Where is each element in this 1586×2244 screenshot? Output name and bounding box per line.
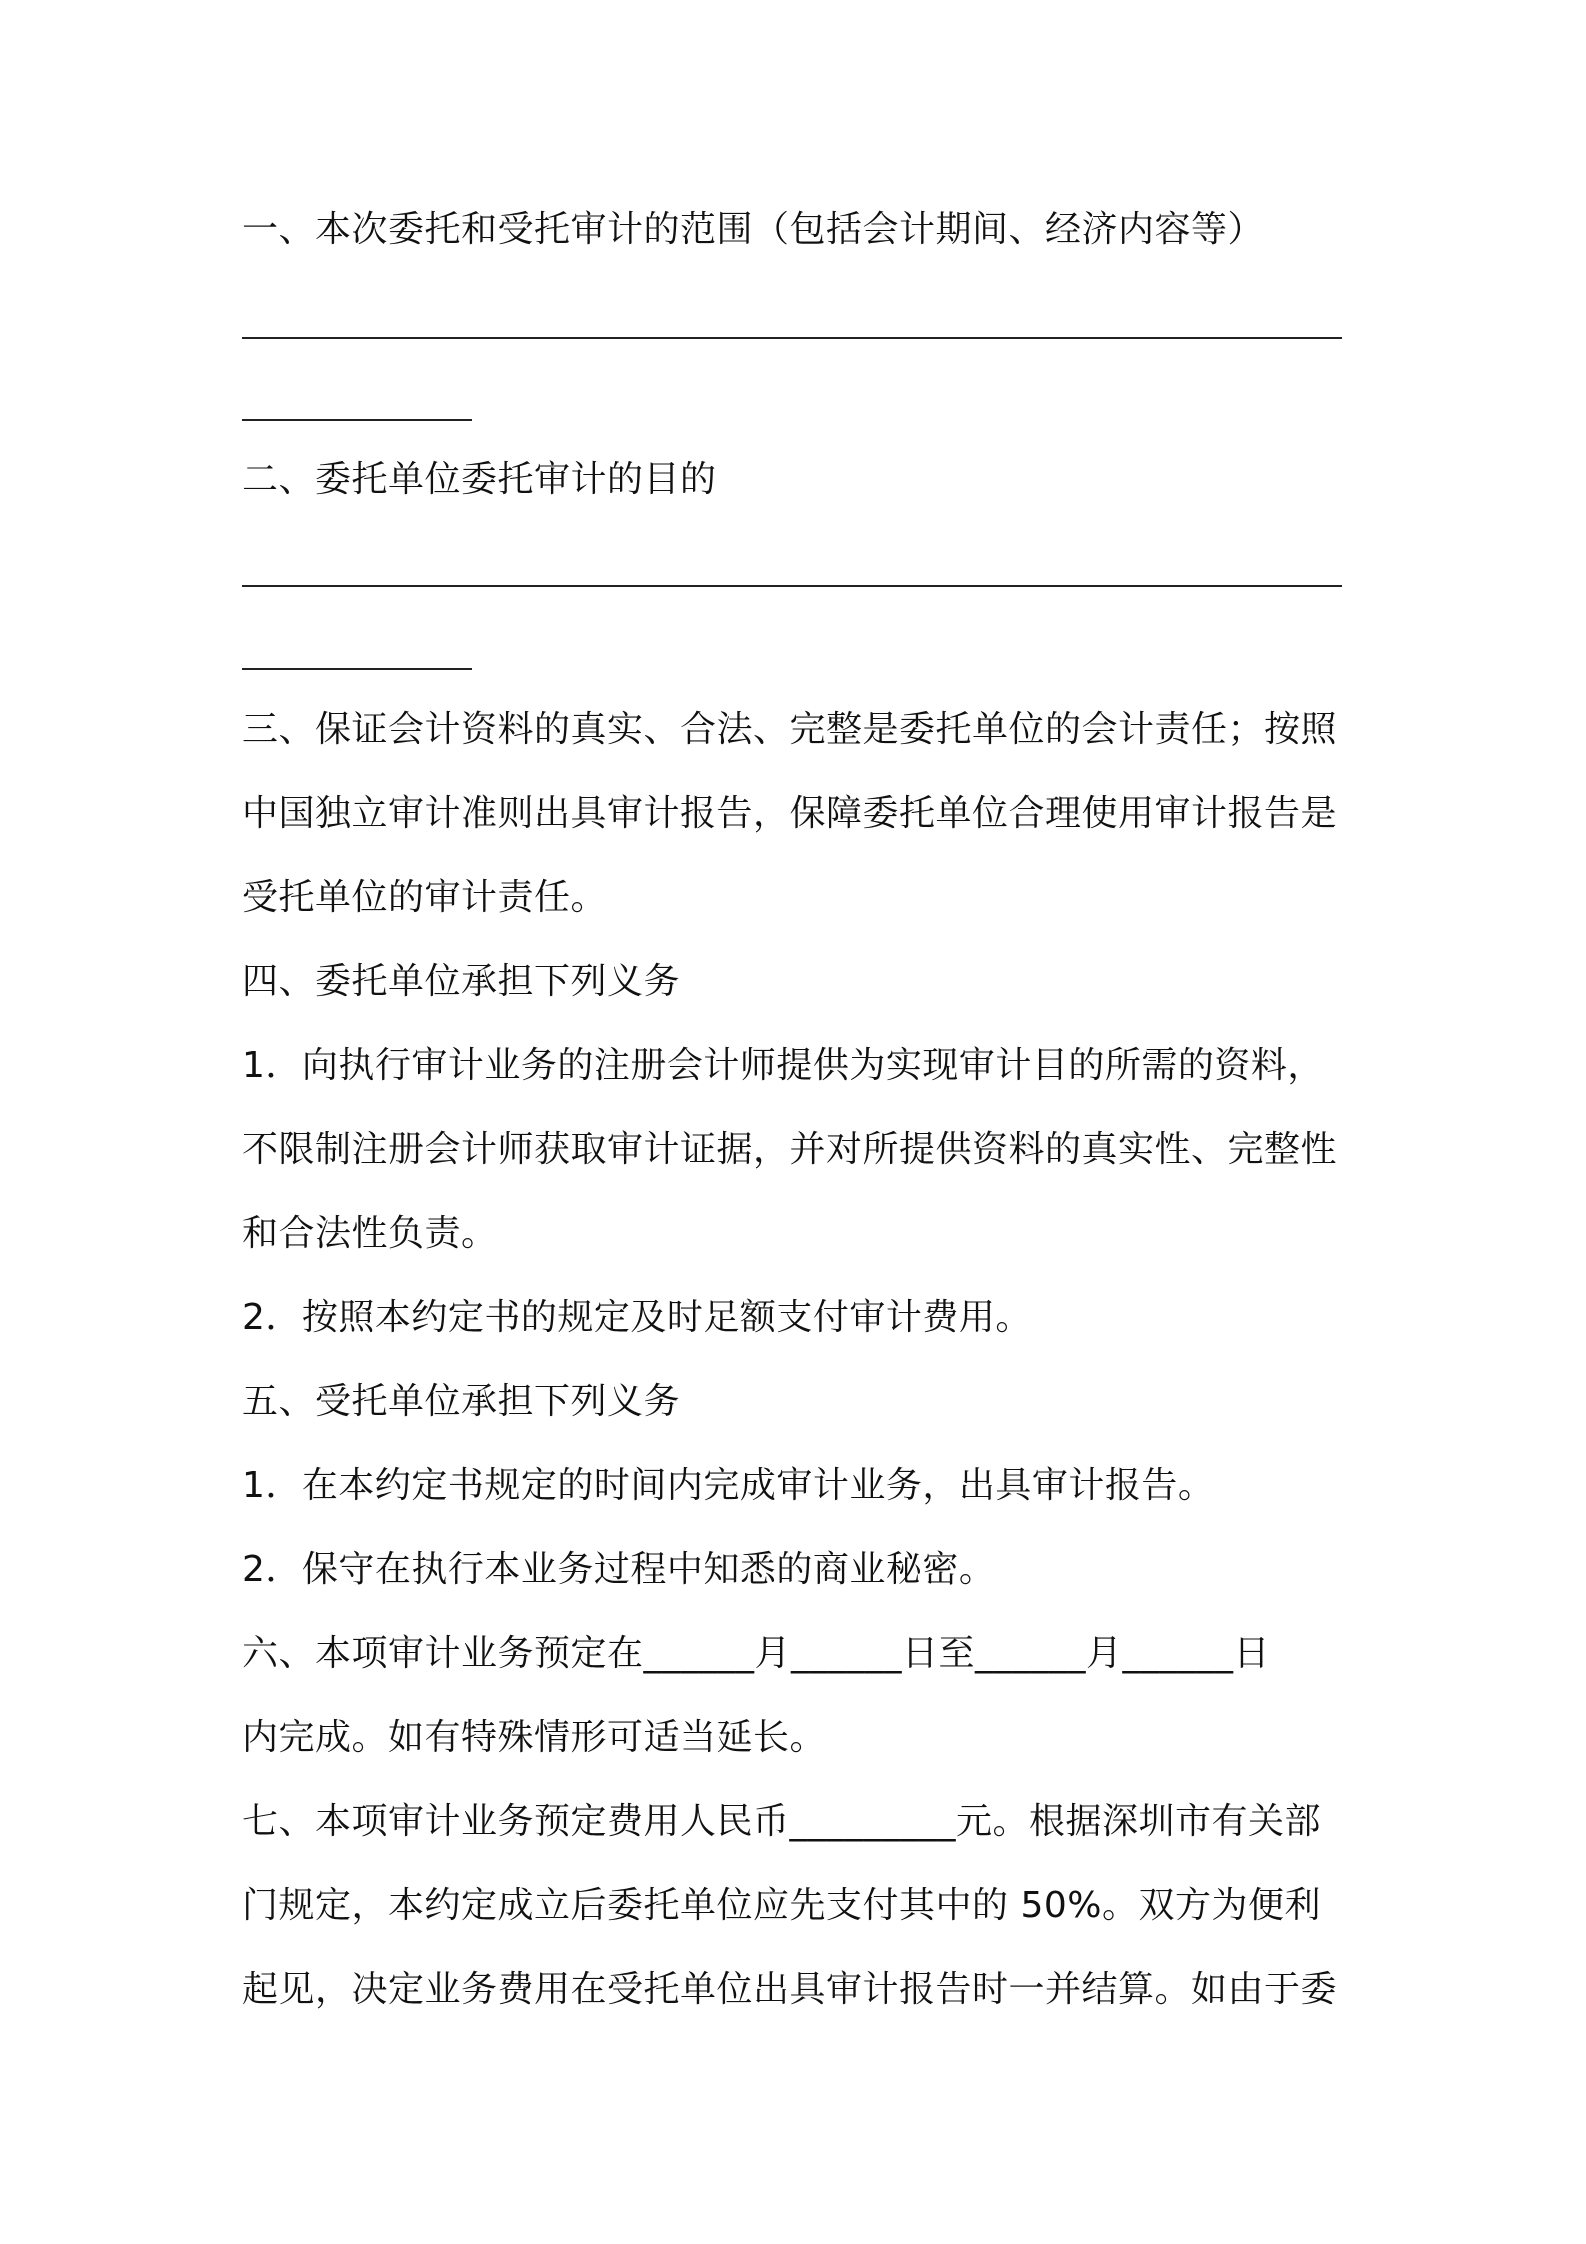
section-2-heading: 二、委托单位委托审计的目的 <box>242 459 717 500</box>
section-4-item-2: 2．按照本约定书的规定及时足额支付审计费用。 <box>242 1297 1032 1338</box>
section-6-line-2: 内完成。如有特殊情形可适当延长。 <box>242 1717 827 1758</box>
section-7-line-1: 七、本项审计业务预定费用人民币_________元。根据深圳市有关部 <box>242 1801 1322 1842</box>
section-4-item-1-line-2: 不限制注册会计师获取审计证据，并对所提供资料的真实性、完整性 <box>242 1129 1338 1170</box>
section-5-heading: 五、受托单位承担下列义务 <box>242 1381 681 1422</box>
section-6-line-1: 六、本项审计业务预定在______月______日至______月______日 <box>242 1633 1271 1674</box>
section-5-item-2: 2．保守在执行本业务过程中知悉的商业秘密。 <box>242 1549 996 1590</box>
section-2-fill-line-1 <box>242 585 1342 587</box>
section-1-fill-line-2 <box>242 419 472 421</box>
section-1-heading: 一、本次委托和受托审计的范围（包括会计期间、经济内容等） <box>242 209 1265 250</box>
section-5-item-1: 1．在本约定书规定的时间内完成审计业务，出具审计报告。 <box>242 1465 1215 1506</box>
section-3-line-2: 中国独立审计准则出具审计报告，保障委托单位合理使用审计报告是 <box>242 793 1338 834</box>
section-4-item-1-line-1: 1．向执行审计业务的注册会计师提供为实现审计目的所需的资料， <box>242 1045 1324 1086</box>
section-3-line-3: 受托单位的审计责任。 <box>242 877 608 918</box>
section-4-heading: 四、委托单位承担下列义务 <box>242 961 681 1002</box>
section-4-item-1-line-3: 和合法性负责。 <box>242 1213 498 1254</box>
section-1-fill-line-1 <box>242 337 1342 339</box>
section-3-line-1: 三、保证会计资料的真实、合法、完整是委托单位的会计责任；按照 <box>242 709 1338 750</box>
section-7-line-3: 起见，决定业务费用在受托单位出具审计报告时一并结算。如由于委 <box>242 1969 1338 2010</box>
section-7-line-2: 门规定，本约定成立后委托单位应先支付其中的 50%。双方为便利 <box>242 1885 1321 1926</box>
section-2-fill-line-2 <box>242 668 472 670</box>
